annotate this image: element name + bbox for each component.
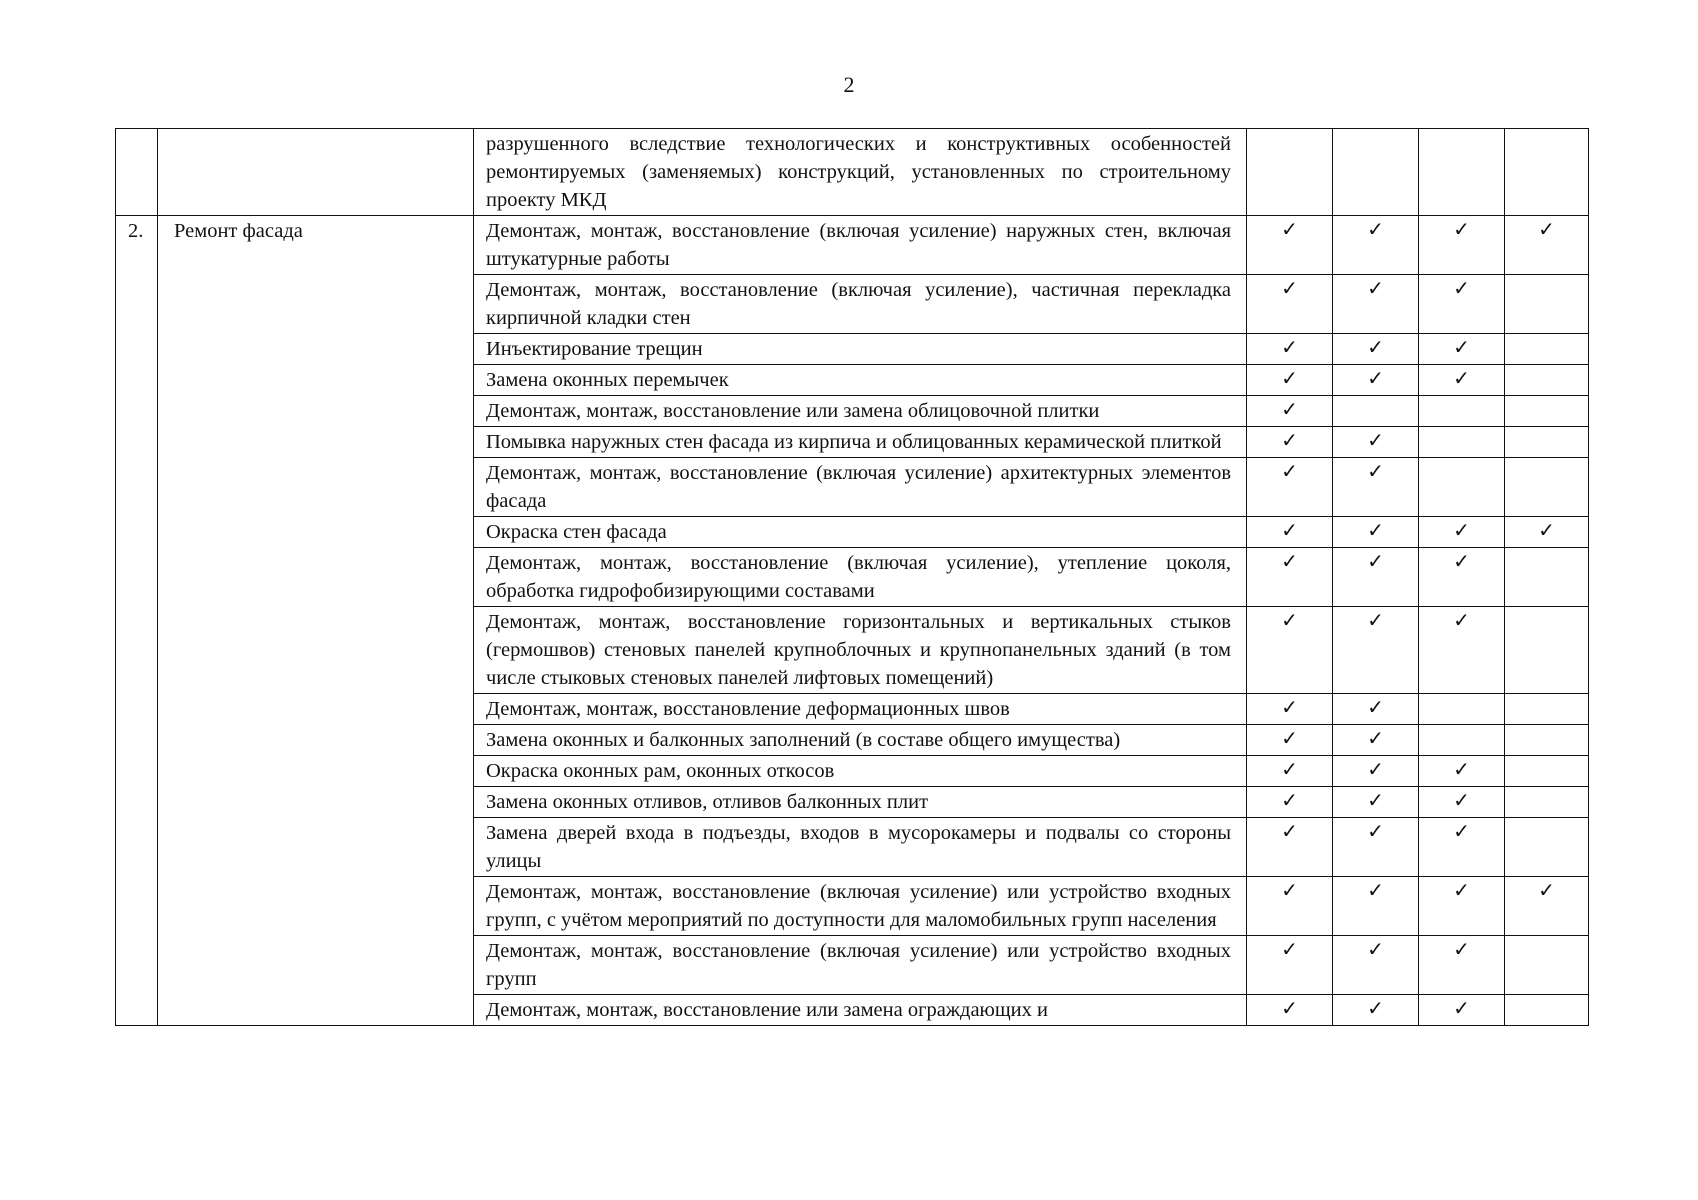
check-mark-icon: ✓ bbox=[1367, 757, 1384, 781]
check-mark-cell-4 bbox=[1505, 517, 1589, 548]
check-mark-icon: ✓ bbox=[1281, 428, 1298, 452]
check-mark-cell-3 bbox=[1419, 458, 1505, 517]
check-mark-cell-2 bbox=[1333, 427, 1419, 458]
check-mark-icon: ✓ bbox=[1367, 788, 1384, 812]
works-table bbox=[115, 128, 1589, 1026]
check-mark-cell-1 bbox=[1247, 694, 1333, 725]
check-mark-icon: ✓ bbox=[1538, 878, 1555, 902]
work-description-cell: Демонтаж, монтаж, восстановление деформационных швов bbox=[474, 694, 1247, 725]
table-row bbox=[116, 216, 1589, 275]
work-description-cell: Демонтаж, монтаж, восстановление (включая усиление) архитектурных элементов фасада bbox=[474, 458, 1247, 517]
check-mark-cell-4 bbox=[1505, 548, 1589, 607]
check-mark-cell-2 bbox=[1333, 216, 1419, 275]
work-description-cell: Демонтаж, монтаж, восстановление (включая усиление), частичная перекладка кирпичной кладки стен bbox=[474, 275, 1247, 334]
work-description-cell: Помывка наружных стен фасада из кирпича и облицованных керамической плиткой bbox=[474, 427, 1247, 458]
check-mark-cell-1 bbox=[1247, 607, 1333, 694]
check-mark-cell-1 bbox=[1247, 725, 1333, 756]
check-mark-icon: ✓ bbox=[1367, 726, 1384, 750]
check-mark-icon: ✓ bbox=[1453, 335, 1470, 359]
check-mark-icon: ✓ bbox=[1367, 937, 1384, 961]
check-mark-cell-2 bbox=[1333, 129, 1419, 216]
work-description-cell: Замена оконных перемычек bbox=[474, 365, 1247, 396]
check-mark-icon: ✓ bbox=[1281, 366, 1298, 390]
check-mark-cell-3 bbox=[1419, 275, 1505, 334]
check-mark-cell-4 bbox=[1505, 396, 1589, 427]
check-mark-icon: ✓ bbox=[1367, 549, 1384, 573]
check-mark-cell-4 bbox=[1505, 725, 1589, 756]
check-mark-cell-4 bbox=[1505, 129, 1589, 216]
work-description-cell: Замена оконных и балконных заполнений (в составе общего имущества) bbox=[474, 725, 1247, 756]
check-mark-cell-1 bbox=[1247, 787, 1333, 818]
check-mark-cell-3 bbox=[1419, 548, 1505, 607]
check-mark-icon: ✓ bbox=[1281, 217, 1298, 241]
work-description-cell: Демонтаж, монтаж, восстановление или замена облицовочной плитки bbox=[474, 396, 1247, 427]
check-mark-cell-3 bbox=[1419, 607, 1505, 694]
check-mark-cell-1 bbox=[1247, 216, 1333, 275]
check-mark-cell-2 bbox=[1333, 458, 1419, 517]
check-mark-cell-1 bbox=[1247, 756, 1333, 787]
page-number: 2 bbox=[843, 72, 855, 97]
check-mark-cell-4 bbox=[1505, 818, 1589, 877]
check-mark-cell-4 bbox=[1505, 936, 1589, 995]
check-mark-cell-4 bbox=[1505, 216, 1589, 275]
work-description-cell: Инъектирование трещин bbox=[474, 334, 1247, 365]
check-mark-cell-3 bbox=[1419, 427, 1505, 458]
check-mark-cell-1 bbox=[1247, 334, 1333, 365]
check-mark-icon: ✓ bbox=[1367, 459, 1384, 483]
check-mark-icon: ✓ bbox=[1281, 996, 1298, 1020]
check-mark-icon: ✓ bbox=[1281, 549, 1298, 573]
structural-element-cell: Ремонт фасада bbox=[158, 216, 474, 1026]
check-mark-cell-2 bbox=[1333, 877, 1419, 936]
check-mark-cell-1 bbox=[1247, 396, 1333, 427]
check-mark-icon: ✓ bbox=[1453, 217, 1470, 241]
check-mark-cell-3 bbox=[1419, 694, 1505, 725]
check-mark-cell-3 bbox=[1419, 877, 1505, 936]
check-mark-cell-1 bbox=[1247, 129, 1333, 216]
check-mark-icon: ✓ bbox=[1367, 428, 1384, 452]
check-mark-cell-1 bbox=[1247, 818, 1333, 877]
check-mark-icon: ✓ bbox=[1281, 937, 1298, 961]
check-mark-icon: ✓ bbox=[1367, 878, 1384, 902]
check-mark-icon: ✓ bbox=[1281, 335, 1298, 359]
work-description-cell: Демонтаж, монтаж, восстановление (включая усиление) наружных стен, включая штукатурные работы bbox=[474, 216, 1247, 275]
check-mark-cell-2 bbox=[1333, 334, 1419, 365]
check-mark-cell-3 bbox=[1419, 936, 1505, 995]
check-mark-cell-3 bbox=[1419, 334, 1505, 365]
check-mark-cell-2 bbox=[1333, 787, 1419, 818]
check-mark-icon: ✓ bbox=[1367, 276, 1384, 300]
table-row bbox=[116, 129, 1589, 216]
check-mark-cell-2 bbox=[1333, 818, 1419, 877]
check-mark-icon: ✓ bbox=[1367, 335, 1384, 359]
check-mark-cell-1 bbox=[1247, 548, 1333, 607]
check-mark-cell-4 bbox=[1505, 458, 1589, 517]
check-mark-cell-1 bbox=[1247, 365, 1333, 396]
check-mark-cell-3 bbox=[1419, 756, 1505, 787]
check-mark-cell-3 bbox=[1419, 365, 1505, 396]
check-mark-icon: ✓ bbox=[1453, 608, 1470, 632]
check-mark-icon: ✓ bbox=[1453, 518, 1470, 542]
work-description-cell: Замена оконных отливов, отливов балконных плит bbox=[474, 787, 1247, 818]
check-mark-icon: ✓ bbox=[1281, 397, 1298, 421]
check-mark-icon: ✓ bbox=[1367, 217, 1384, 241]
check-mark-icon: ✓ bbox=[1453, 549, 1470, 573]
check-mark-icon: ✓ bbox=[1453, 788, 1470, 812]
check-mark-cell-4 bbox=[1505, 877, 1589, 936]
work-description-cell: Окраска стен фасада bbox=[474, 517, 1247, 548]
check-mark-icon: ✓ bbox=[1281, 459, 1298, 483]
check-mark-cell-4 bbox=[1505, 995, 1589, 1026]
check-mark-cell-3 bbox=[1419, 517, 1505, 548]
check-mark-cell-4 bbox=[1505, 787, 1589, 818]
check-mark-cell-2 bbox=[1333, 275, 1419, 334]
check-mark-icon: ✓ bbox=[1281, 819, 1298, 843]
check-mark-icon: ✓ bbox=[1281, 276, 1298, 300]
row-number-cell: 2. bbox=[116, 216, 158, 1026]
structural-element-cell bbox=[158, 129, 474, 216]
check-mark-icon: ✓ bbox=[1367, 695, 1384, 719]
work-description-cell: Замена дверей входа в подъезды, входов в мусорокамеры и подвалы со стороны улицы bbox=[474, 818, 1247, 877]
check-mark-icon: ✓ bbox=[1453, 878, 1470, 902]
check-mark-cell-3 bbox=[1419, 818, 1505, 877]
check-mark-icon: ✓ bbox=[1281, 726, 1298, 750]
check-mark-icon: ✓ bbox=[1453, 757, 1470, 781]
check-mark-cell-3 bbox=[1419, 787, 1505, 818]
check-mark-cell-3 bbox=[1419, 995, 1505, 1026]
work-description-cell: Демонтаж, монтаж, восстановление (включая усиление) или устройство входных групп bbox=[474, 936, 1247, 995]
check-mark-icon: ✓ bbox=[1281, 788, 1298, 812]
check-mark-cell-2 bbox=[1333, 517, 1419, 548]
check-mark-icon: ✓ bbox=[1367, 996, 1384, 1020]
check-mark-cell-2 bbox=[1333, 936, 1419, 995]
check-mark-cell-2 bbox=[1333, 995, 1419, 1026]
check-mark-cell-4 bbox=[1505, 334, 1589, 365]
check-mark-cell-1 bbox=[1247, 995, 1333, 1026]
work-description-cell: Демонтаж, монтаж, восстановление (включая усиление) или устройство входных групп, с учётом мероприятий по доступности для маломобильных групп населения bbox=[474, 877, 1247, 936]
check-mark-icon: ✓ bbox=[1453, 937, 1470, 961]
check-mark-cell-4 bbox=[1505, 694, 1589, 725]
work-description-cell: Демонтаж, монтаж, восстановление или замена ограждающих и bbox=[474, 995, 1247, 1026]
check-mark-icon: ✓ bbox=[1367, 608, 1384, 632]
check-mark-cell-4 bbox=[1505, 365, 1589, 396]
check-mark-cell-3 bbox=[1419, 725, 1505, 756]
row-number-cell bbox=[116, 129, 158, 216]
check-mark-icon: ✓ bbox=[1367, 819, 1384, 843]
check-mark-cell-4 bbox=[1505, 275, 1589, 334]
check-mark-icon: ✓ bbox=[1367, 518, 1384, 542]
check-mark-cell-2 bbox=[1333, 725, 1419, 756]
check-mark-cell-4 bbox=[1505, 427, 1589, 458]
check-mark-cell-1 bbox=[1247, 877, 1333, 936]
check-mark-icon: ✓ bbox=[1453, 819, 1470, 843]
work-description-cell: Демонтаж, монтаж, восстановление (включая усиление), утепление цоколя, обработка гидрофобизирующими составами bbox=[474, 548, 1247, 607]
check-mark-icon: ✓ bbox=[1281, 608, 1298, 632]
work-description-cell: Окраска оконных рам, оконных откосов bbox=[474, 756, 1247, 787]
check-mark-icon: ✓ bbox=[1281, 878, 1298, 902]
check-mark-cell-2 bbox=[1333, 365, 1419, 396]
check-mark-icon: ✓ bbox=[1367, 366, 1384, 390]
check-mark-icon: ✓ bbox=[1281, 518, 1298, 542]
check-mark-cell-2 bbox=[1333, 548, 1419, 607]
check-mark-cell-1 bbox=[1247, 458, 1333, 517]
work-description-cell: Демонтаж, монтаж, восстановление горизонтальных и вертикальных стыков (гермошвов) стеновых панелей крупноблочных и крупнопанельных зданий (в том числе стыковых стеновых панелей лифтовых помещений) bbox=[474, 607, 1247, 694]
check-mark-cell-3 bbox=[1419, 129, 1505, 216]
check-mark-icon: ✓ bbox=[1453, 366, 1470, 390]
check-mark-cell-3 bbox=[1419, 396, 1505, 427]
check-mark-icon: ✓ bbox=[1453, 996, 1470, 1020]
check-mark-icon: ✓ bbox=[1281, 757, 1298, 781]
check-mark-icon: ✓ bbox=[1538, 518, 1555, 542]
check-mark-cell-2 bbox=[1333, 607, 1419, 694]
check-mark-cell-2 bbox=[1333, 694, 1419, 725]
check-mark-cell-3 bbox=[1419, 216, 1505, 275]
check-mark-cell-1 bbox=[1247, 517, 1333, 548]
check-mark-cell-4 bbox=[1505, 756, 1589, 787]
check-mark-icon: ✓ bbox=[1281, 695, 1298, 719]
check-mark-cell-1 bbox=[1247, 275, 1333, 334]
check-mark-cell-1 bbox=[1247, 427, 1333, 458]
check-mark-icon: ✓ bbox=[1453, 276, 1470, 300]
check-mark-cell-1 bbox=[1247, 936, 1333, 995]
check-mark-cell-2 bbox=[1333, 396, 1419, 427]
work-description-cell: разрушенного вследствие технологических и конструктивных особенностей ремонтируемых (заменяемых) конструкций, установленных по строительному проекту МКД bbox=[474, 129, 1247, 216]
check-mark-cell-4 bbox=[1505, 607, 1589, 694]
check-mark-icon: ✓ bbox=[1538, 217, 1555, 241]
check-mark-cell-2 bbox=[1333, 756, 1419, 787]
